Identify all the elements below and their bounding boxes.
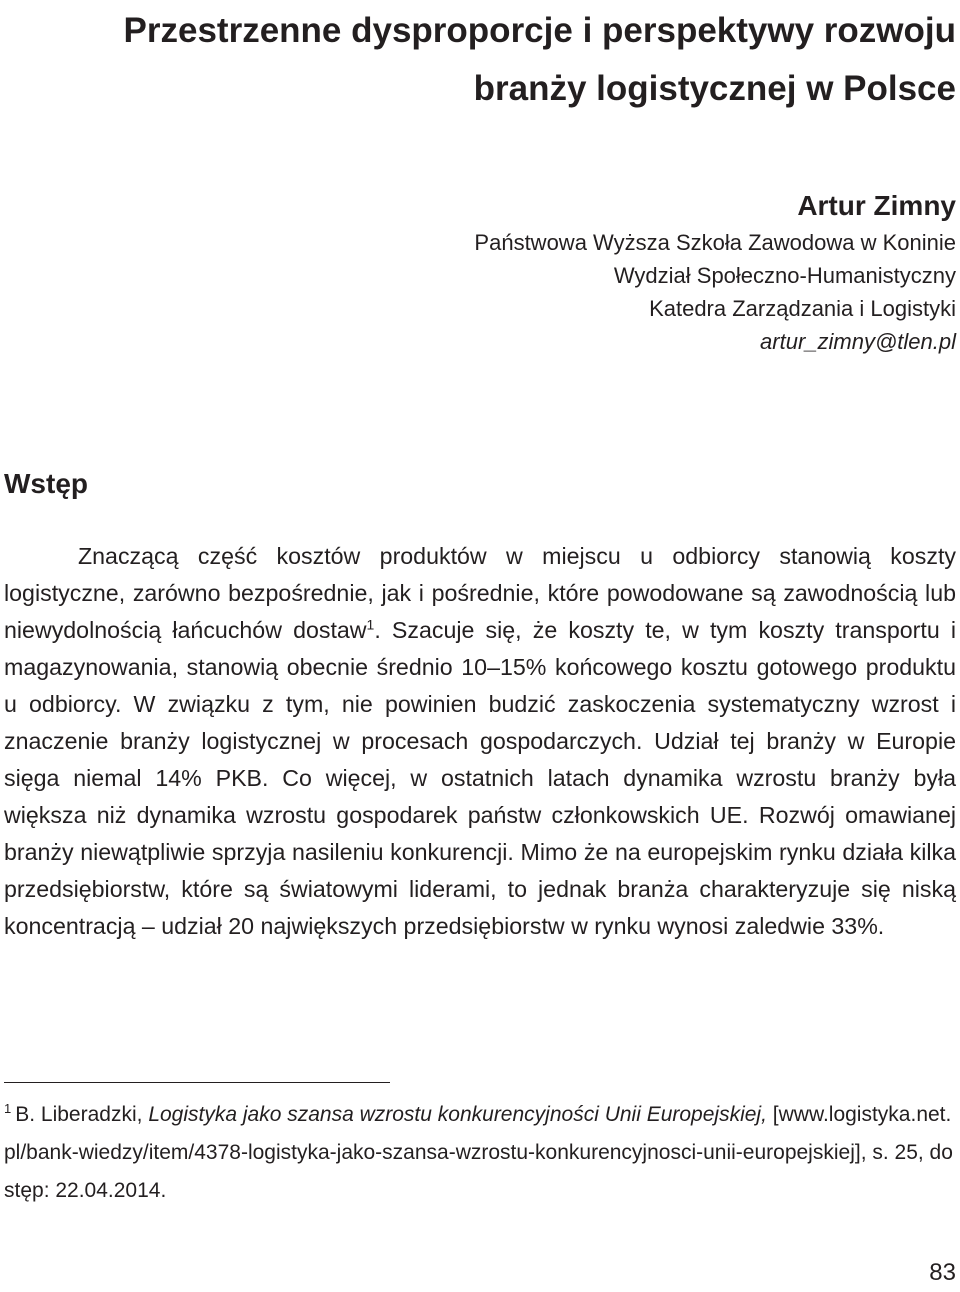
affiliation-faculty: Wydział Społeczno-Humanistyczny xyxy=(613,263,956,288)
footnote-author: B. Liberadzki, xyxy=(15,1103,149,1126)
intro-paragraph-part-1: Znaczącą część kosztów produktów w miejscu u odbiorcy stanowią koszty logistyczne, zarówno bezpośrednie, jak i pośrednie, które powodowane są zawodnością lub niewydolnością łańcuchów dostaw xyxy=(4,543,956,643)
footnote-divider xyxy=(4,1082,390,1083)
paper-title-line-1: Przestrzenne dysproporcje i perspektywy rozwoju xyxy=(123,11,956,50)
page-number: 83 xyxy=(929,1259,956,1286)
paper-title xyxy=(16,2,956,118)
footnote-work-title: Logistyka jako szansa wzrostu konkurencyjności Unii Europejskiej, xyxy=(148,1103,767,1126)
affiliation-university: Państwowa Wyższa Szkoła Zawodowa w Koninie xyxy=(474,230,956,255)
author-name: Artur Zimny xyxy=(797,190,956,221)
paper-title-line-2: branży logistycznej w Polsce xyxy=(473,69,956,108)
intro-paragraph xyxy=(4,538,956,945)
author-email[interactable]: artur_zimny@tlen.pl xyxy=(760,329,956,354)
section-heading: Wstęp xyxy=(4,468,88,499)
affiliation-department: Katedra Zarządzania i Logistyki xyxy=(649,296,956,321)
footnote-number: 1 xyxy=(4,1101,12,1116)
footnote xyxy=(4,1096,956,1210)
footnote-source[interactable]: [www.logistyka.net.pl/bank-wiedzy/item/4378-logistyka-jako-szansa-wzrostu-konkurencyjnosci-unii-europejskiej], s. 25, dostęp: 22.04.2014. xyxy=(4,1103,953,1202)
intro-paragraph-part-2: . Szacuje się, że koszty te, w tym koszty transportu i magazynowania, stanowią obecnie średnio 10–15% końcowego kosztu gotowego produktu u odbiorcy. W związku z tym, nie powinien budzić zaskoczenia systematyczny wzrost i znaczenie branży logistycznej w procesach gospodarczych. Udział tej branży w Europie sięga niemal 14% PKB. Co więcej, w ostatnich latach dynamika wzrostu branży była większa niż dynamika wzrostu gospodarek państw członkowskich UE. Rozwój omawianej branży niewątpliwie sprzyja nasileniu konkurencji. Mimo że na europejskim rynku działa kilka przedsiębiorstw, które są światowymi liderami, to jednak branża charakteryzuje się niską koncentracją – udział 20 największych przedsiębiorstw w rynku wynosi zaledwie 33%. xyxy=(4,617,956,939)
footnote-reference[interactable]: 1 xyxy=(366,616,375,633)
author-block xyxy=(256,186,956,358)
